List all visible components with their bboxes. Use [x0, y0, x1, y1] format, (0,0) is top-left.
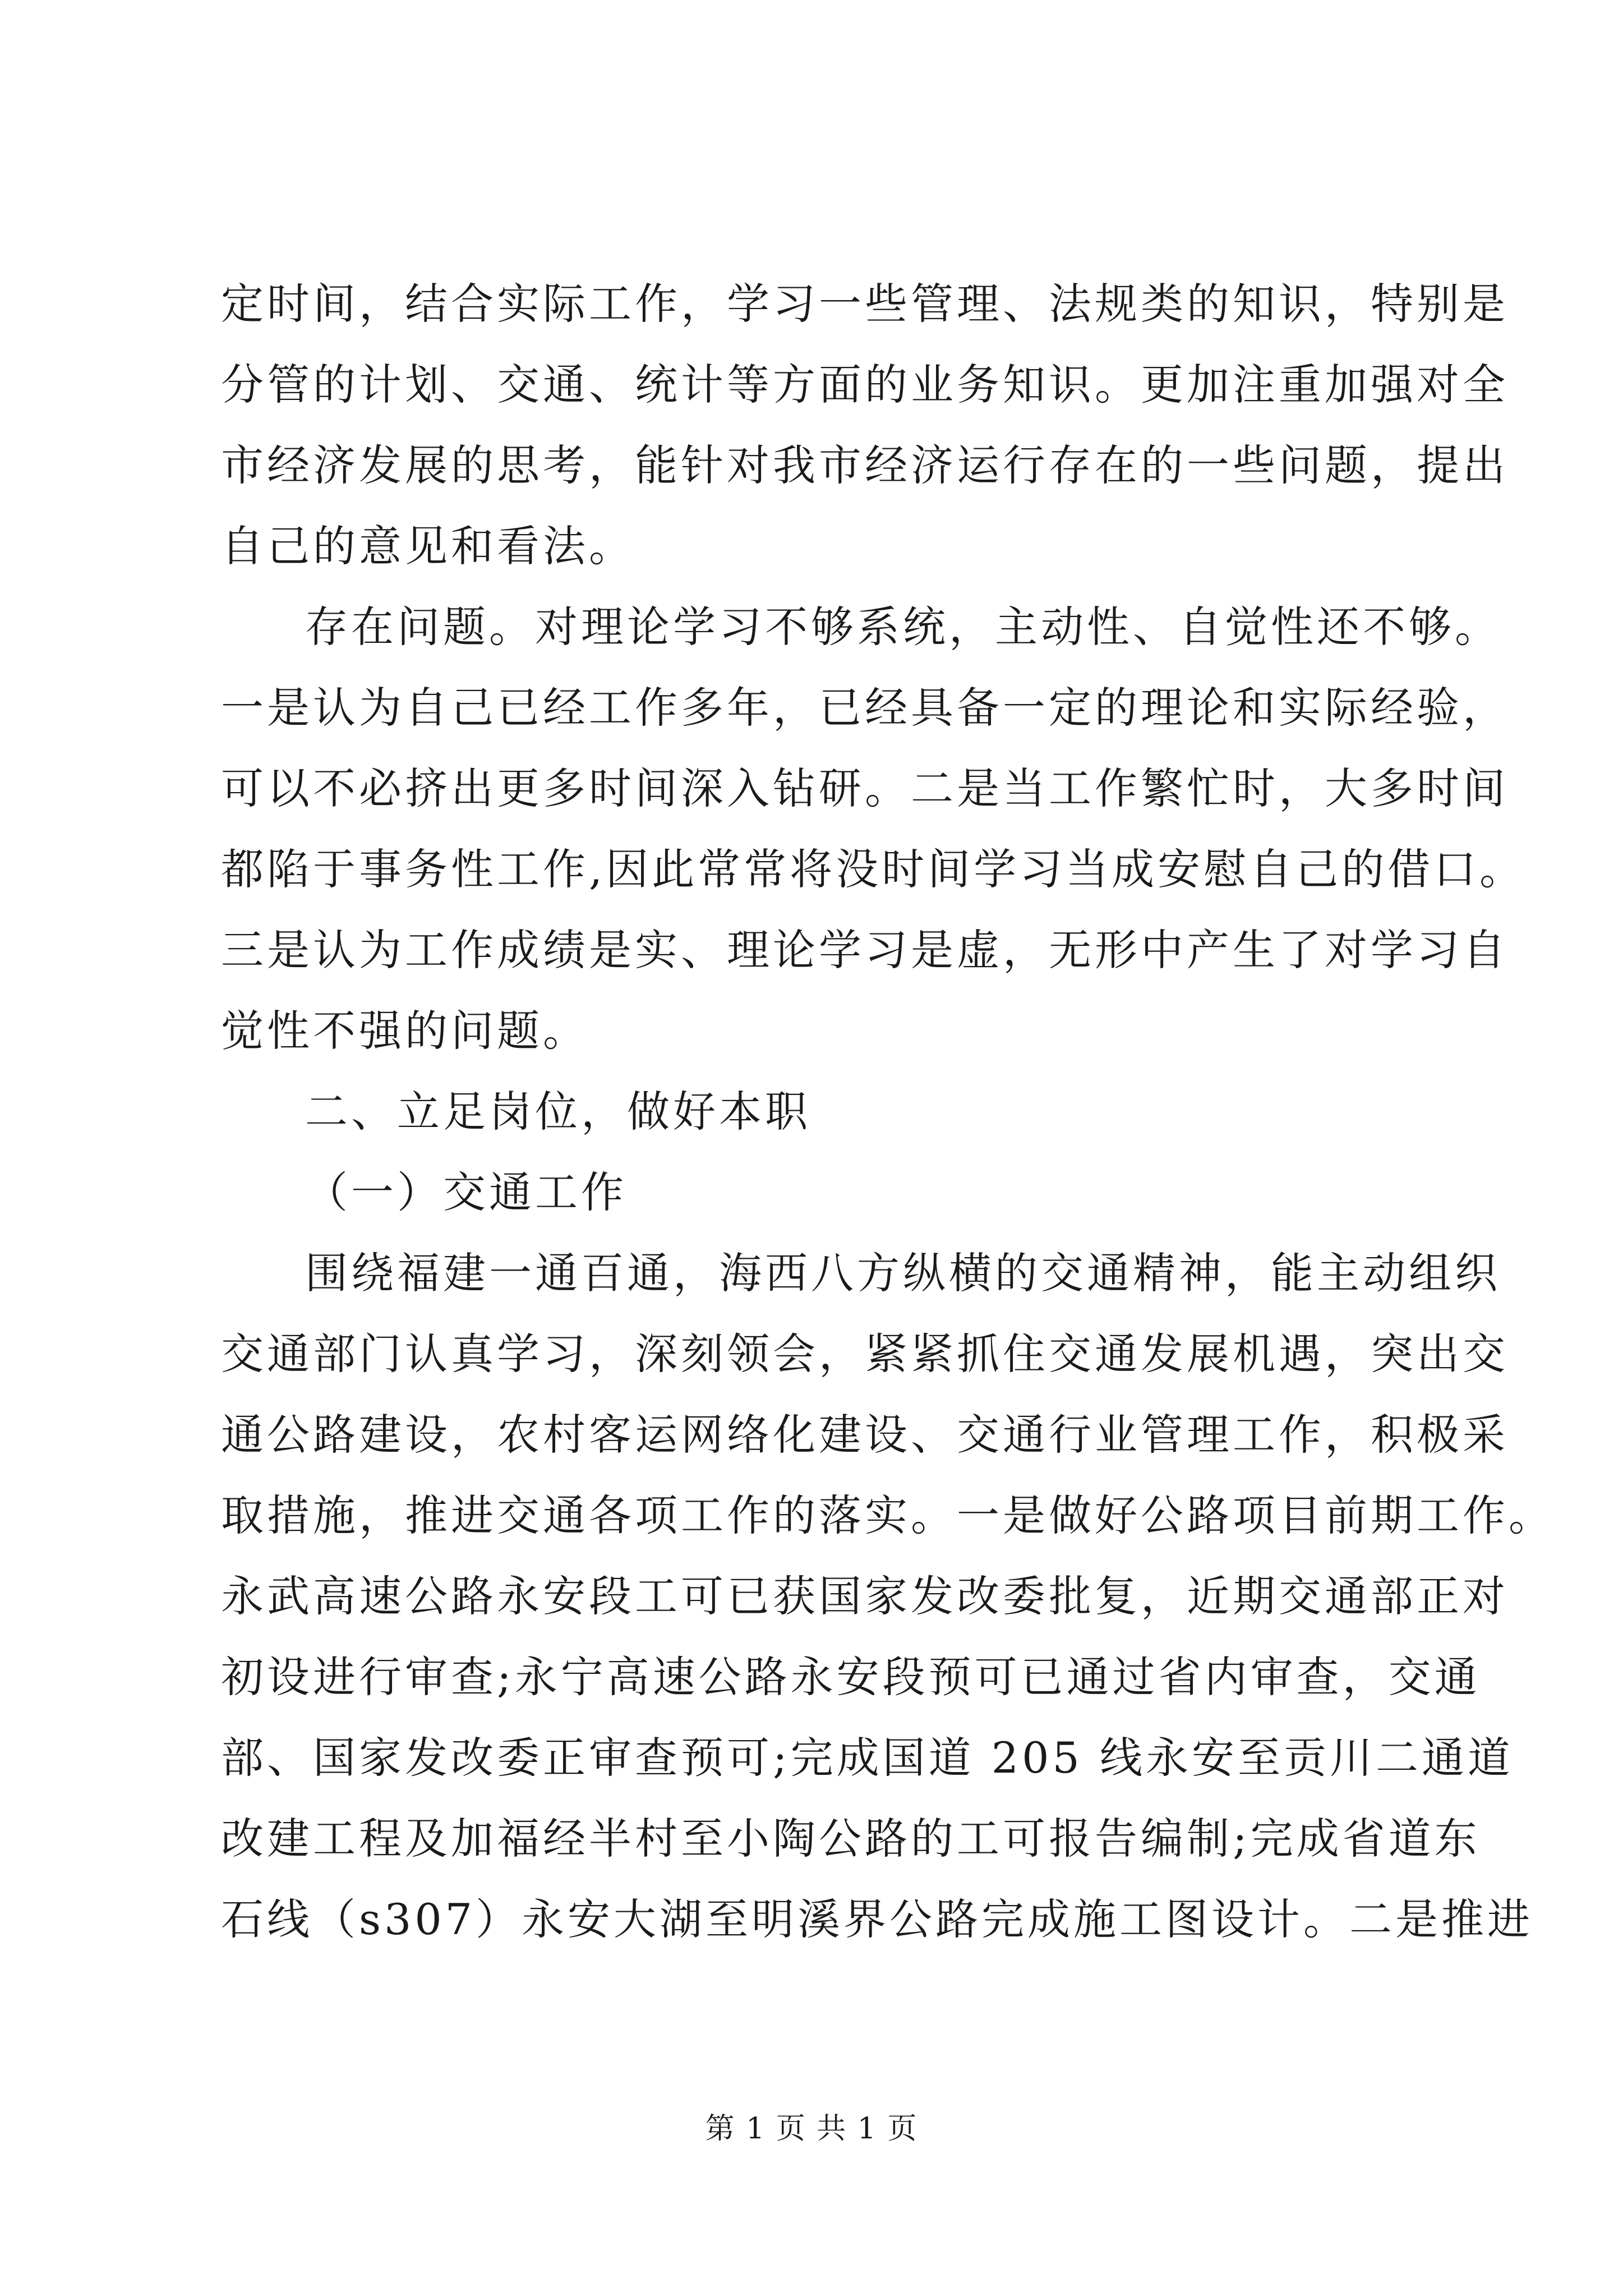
text-line: 部、国家发改委正审查预可;完成国道 205 线永安至贡川二通道 — [221, 1733, 1514, 1783]
section-heading: 二、立足岗位，做好本职 — [305, 1087, 811, 1137]
text-line: 取措施，推进交通各项工作的落实。一是做好公路项目前期工作。 — [221, 1490, 1555, 1540]
text-line: 存在问题。对理论学习不够系统，主动性、自觉性还不够。 — [305, 602, 1501, 652]
text-line: 交通部门认真学习，深刻领会，紧紧抓住交通发展机遇，突出交 — [221, 1329, 1509, 1379]
text-line: 石线（s307）永安大湖至明溪界公路完成施工图设计。二是推进 — [221, 1894, 1534, 1944]
page-footer: 第 1 页 共 1 页 — [705, 2112, 918, 2146]
text-line: 市经济发展的思考，能针对我市经济运行存在的一些问题，提出 — [221, 440, 1509, 490]
text-line: 定时间，结合实际工作，学习一些管理、法规类的知识，特别是 — [221, 279, 1509, 329]
text-line: 分管的计划、交通、统计等方面的业务知识。更加注重加强对全 — [221, 360, 1509, 409]
text-line: 觉性不强的问题。 — [221, 1006, 589, 1056]
document-body — [221, 264, 1555, 1960]
text-line: 自己的意见和看法。 — [221, 521, 635, 571]
text-line: 可以不必挤出更多时间深入钻研。二是当工作繁忙时，大多时间 — [221, 763, 1509, 813]
text-line: 永武高速公路永安段工可已获国家发改委批复，近期交通部正对 — [221, 1571, 1509, 1621]
subsection-heading: （一）交通工作 — [305, 1167, 627, 1217]
text-line: 围绕福建一通百通，海西八方纵横的交通精神，能主动组织 — [305, 1248, 1501, 1298]
text-line: 通公路建设，农村客运网络化建设、交通行业管理工作，积极采 — [221, 1410, 1509, 1460]
text-line: 三是认为工作成绩是实、理论学习是虚，无形中产生了对学习自 — [221, 925, 1509, 975]
text-line: 一是认为自己已经工作多年，已经具备一定的理论和实际经验， — [221, 683, 1509, 733]
text-line: 都陷于事务性工作,因此常常将没时间学习当成安慰自己的借口。 — [221, 844, 1526, 894]
text-line: 改建工程及加福经半村至小陶公路的工可报告编制;完成省道东 — [221, 1814, 1481, 1864]
text-line: 初设进行审查;永宁高速公路永安段预可已通过省内审查，交通 — [221, 1652, 1481, 1702]
